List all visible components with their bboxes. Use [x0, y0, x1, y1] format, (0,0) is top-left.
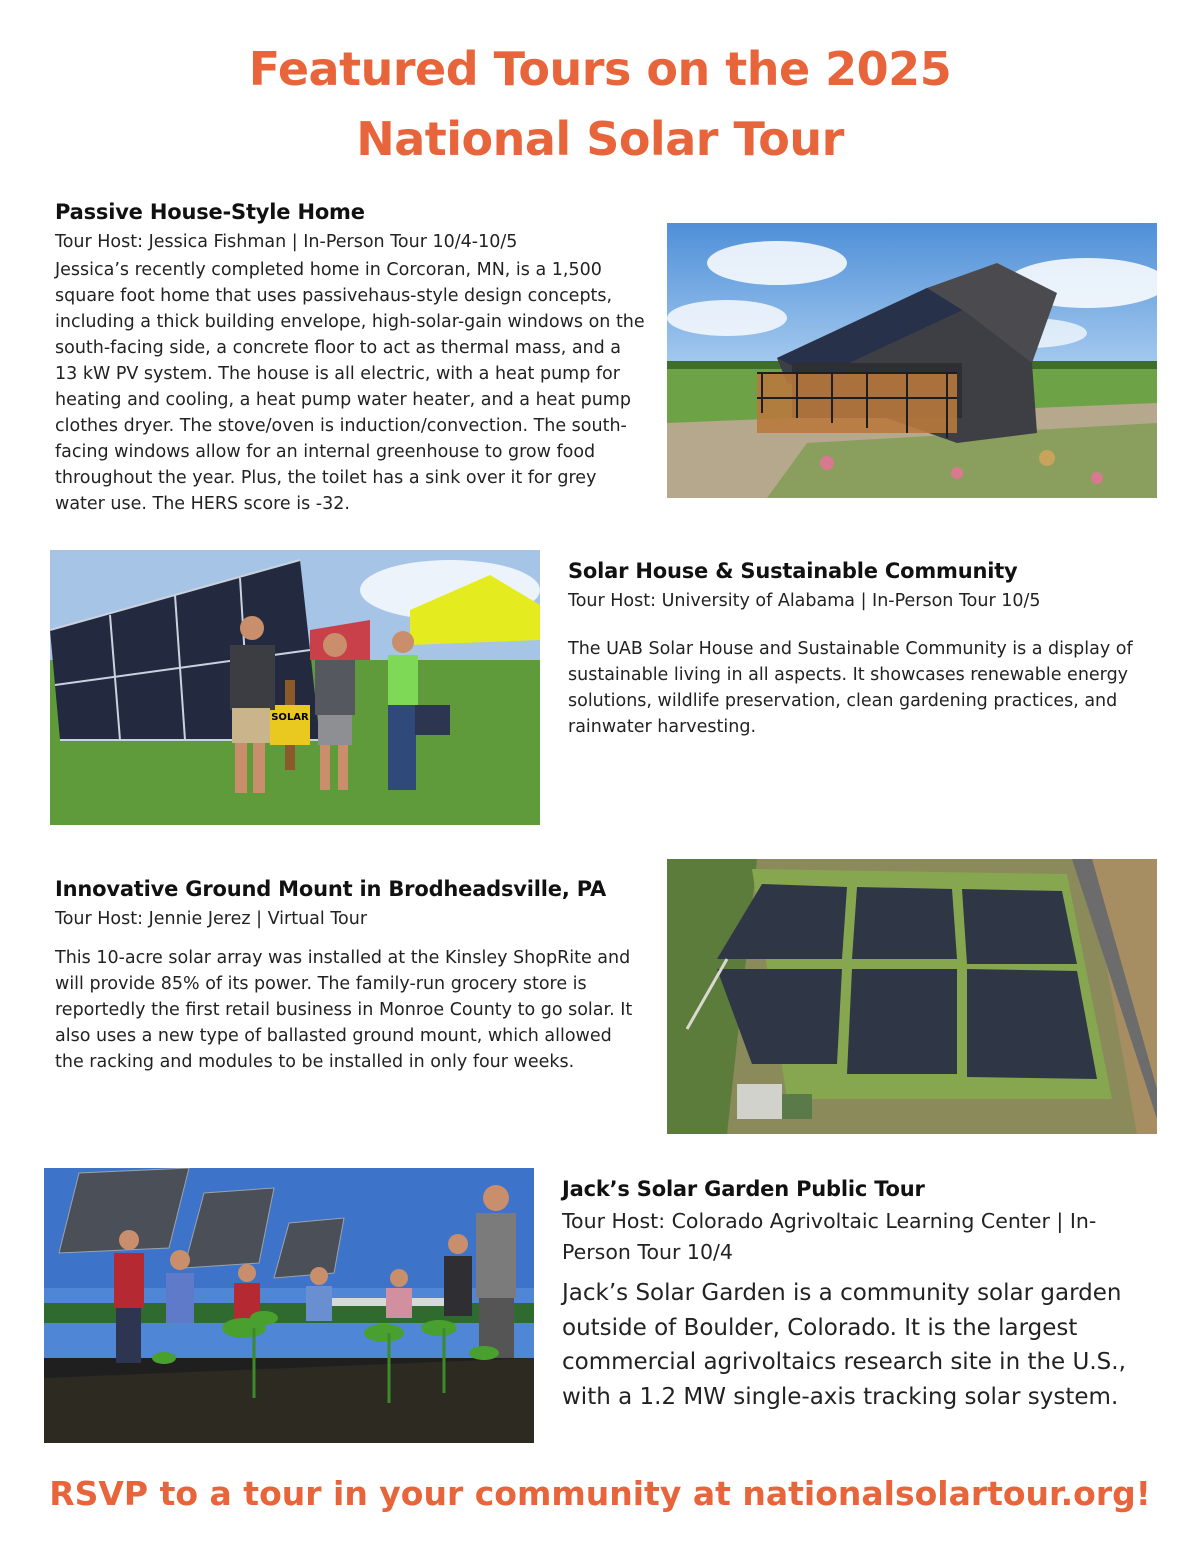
tour-4-photo — [44, 1168, 534, 1443]
tour-2-description: The UAB Solar House and Sustainable Community is a display of sustainable living in all aspects. It showcases renewable energy solutions, wildlife preservation, clean gardening practices, and rainwater harvesting. — [568, 639, 1133, 737]
tour-1-description: Jessica’s recently completed home in Corcoran, MN, is a 1,500 square foot home that uses passivehaus-style design concepts, including a thick building envelope, high-solar-gain windows on the south-facing side, a concrete floor to act as thermal mass, and a 13 kW PV system. The house is all electric, with a heat pump for heating and cooling, a heat pump water heater, and a heat pump clothes dryer. The stove/oven is induction/convection. The south-facing windows allow for an internal greenhouse to grow food throughout the year. Plus, the toilet has a sink over it for grey water use. The HERS score is -32. — [55, 260, 645, 514]
tour-3-title: Innovative Ground Mount in Brodheadsville, PA — [55, 877, 607, 901]
rsvp-call-to-action: RSVP to a tour in your community at nationalsolartour.org! — [49, 1474, 1151, 1513]
tour-1-photo — [667, 223, 1157, 498]
tour-4-host: Tour Host: Colorado Agrivoltaic Learning Center | In-Person Tour 10/4 — [562, 1209, 1097, 1264]
tour-2-photo — [50, 550, 540, 825]
page-title — [0, 34, 1200, 174]
solar-sign-text: SOLAR — [271, 712, 309, 723]
tour-1-host: Tour Host: Jessica Fishman | In-Person Tour 10/4-10/5 — [55, 232, 518, 252]
tour-1-title: Passive House-Style Home — [55, 200, 365, 224]
tour-4-description: Jack’s Solar Garden is a community solar garden outside of Boulder, Colorado. It is the largest commercial agrivoltaics research site in the U.S., with a 1.2 MW single-axis tracking solar system. — [562, 1280, 1126, 1410]
title-line-1: Featured Tours on the 2025 — [248, 42, 952, 96]
tour-2-title: Solar House & Sustainable Community — [568, 559, 1018, 583]
tour-3-host: Tour Host: Jennie Jerez | Virtual Tour — [55, 909, 368, 929]
tour-4-title: Jack’s Solar Garden Public Tour — [562, 1177, 925, 1201]
tour-3-photo — [667, 859, 1157, 1134]
title-line-2: National Solar Tour — [356, 112, 844, 166]
tour-2-host: Tour Host: University of Alabama | In-Person Tour 10/5 — [568, 591, 1041, 611]
tour-3-description: This 10-acre solar array was installed at the Kinsley ShopRite and will provide 85% of its power. The family-run grocery store is reportedly the first retail business in Monroe County to go solar. It also uses a new type of ballasted ground mount, which allowed the racking and modules to be installed in only four weeks. — [55, 948, 633, 1072]
